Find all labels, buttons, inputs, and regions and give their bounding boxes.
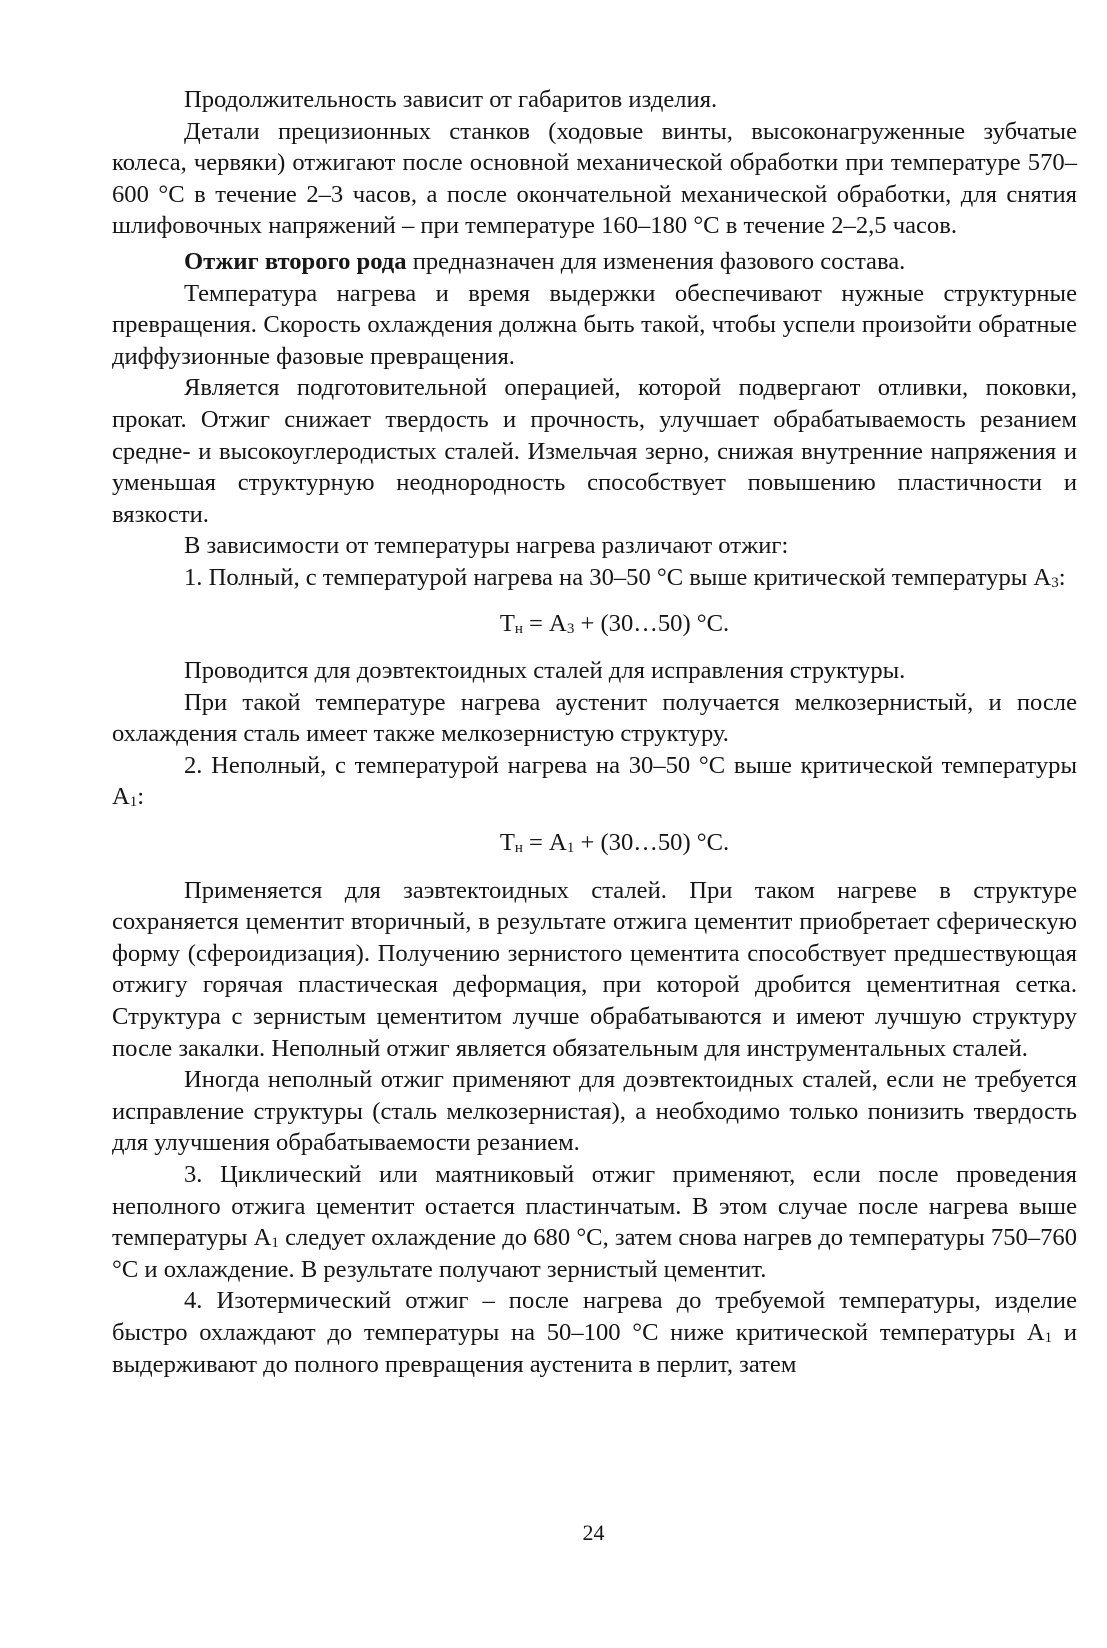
paragraph-preparatory-operation: Является подготовительной операцией, которой подвергают отливки, поковки, прокат. Отжиг снижает твердость и прочность, улучшает обрабатываемость резанием средне- и высокоуглеродистых сталей. Измельчая зерно, снижая внутренние напряжения и уменьшая структурную неоднородность способствует повышению пластичности и вязкости. — [112, 374, 1077, 528]
paragraph-text: : — [1058, 563, 1066, 591]
paragraph-precision-parts: Детали прецизионных станков (ходовые винты, высоконагруженные зубчатые колеса, червяки) отжигают после основной механической обработки при температуре 570–600 °С в течение 2–3 часов, а после окончательной механической обработки, для снятия шлифовочных напряжений – при температуре 160–180 °С в течение 2–2,5 часов. — [112, 117, 1077, 240]
subscript: н — [514, 840, 523, 857]
subscript: 1 — [1044, 1329, 1053, 1346]
paragraph-partial-annealing — [112, 750, 1077, 813]
paragraph-isothermal-annealing — [112, 1285, 1077, 1380]
paragraph-fine-grain: При такой температуре нагрева аустенит получается мелкозернистый, и после охлаждения сталь имеет также мелкозернистую структуру. — [112, 688, 1077, 748]
paragraph-text: 4. Изотермический отжиг – после нагрева до требуемой температуры, изделие быстро охлаждают до температуры на 50–100 °С ниже критической температуры А — [112, 1287, 1077, 1346]
formula-text: + (30…50) °С. — [574, 609, 730, 637]
paragraph-text: 1. Полный, с температурой нагрева на 30–50 °С выше критической температуры А — [184, 563, 1052, 591]
paragraph-text: предназначен для изменения фазового состава. — [406, 247, 906, 275]
paragraph-full-annealing — [112, 562, 1077, 594]
formula-text: + (30…50) °С. — [574, 829, 730, 857]
subscript: 1 — [129, 794, 138, 811]
subscript: 3 — [1051, 574, 1059, 591]
page-body — [112, 84, 1077, 1380]
term-second-kind-annealing: Отжиг второго рода — [184, 247, 407, 275]
paragraph-annealing-types-intro: В зависимости от температуры нагрева различают отжиг: — [184, 532, 789, 560]
page-number: 24 — [582, 1520, 605, 1545]
paragraph-hypereutectoid: Применяется для заэвтектоидных сталей. При таком нагреве в структуре сохраняется цементит вторичный, в результате отжига цементит приобретает сферическую форму (сфероидизация). Получению зернистого цементита способствует предшествующая отжигу горячая пластическая деформация, при которой дробится цементитная сетка. Структура с зернистым цементитом лучше обрабатываются и имеют лучшую структуру после закалки. Неполный отжиг является обязательным для инструментальных сталей. — [112, 876, 1077, 1062]
formula-text: = А — [522, 609, 567, 637]
paragraph-text: и выдерживают до полного превращения аустенита в перлит, затем — [112, 1318, 1077, 1378]
paragraph-text: 2. Неполный, с температурой нагрева на 30–50 °С выше критической температуры А — [112, 751, 1077, 811]
paragraph-hypoeutectoid: Проводится для доэвтектоидных сталей для исправления структуры. — [184, 657, 906, 685]
subscript: 1 — [566, 840, 575, 857]
paragraph-text: : — [137, 783, 145, 811]
subscript: 3 — [566, 620, 575, 637]
paragraph-cyclic-annealing — [112, 1159, 1077, 1285]
paragraph-duration: Продолжительность зависит от габаритов изделия. — [184, 86, 718, 113]
subscript: н — [514, 620, 523, 637]
subscript: 1 — [271, 1235, 279, 1252]
formula-text: = А — [522, 829, 567, 857]
paragraph-heating-temperature: Температура нагрева и время выдержки обеспечивают нужные структурные превращения. Скорость охлаждения должна быть такой, чтобы успели произойти обратные диффузионные фазовые превращения. — [112, 279, 1077, 370]
formula-full-annealing — [112, 608, 1077, 640]
paragraph-second-kind-annealing — [112, 246, 1077, 278]
paragraph-text: следует охлаждение до 680 °С, затем снова нагрев до температуры 750–760 °С и охлаждение. В результате получают зернистый цементит. — [112, 1224, 1077, 1283]
formula-partial-annealing — [112, 827, 1077, 859]
formula-text: Т — [499, 609, 515, 637]
paragraph-sometimes-partial: Иногда неполный отжиг применяют для доэвтектоидных сталей, если не требуется исправление структуры (сталь мелкозернистая), а необходимо только понизить твердость для улучшения обрабатываемости резанием. — [112, 1066, 1077, 1157]
formula-text: Т — [499, 829, 515, 857]
paragraph-text: 3. Циклический или маятниковый отжиг применяют, если после проведения неполного отжига цементит остается пластинчатым. В этом случае после нагрева выше температуры А — [112, 1161, 1077, 1252]
